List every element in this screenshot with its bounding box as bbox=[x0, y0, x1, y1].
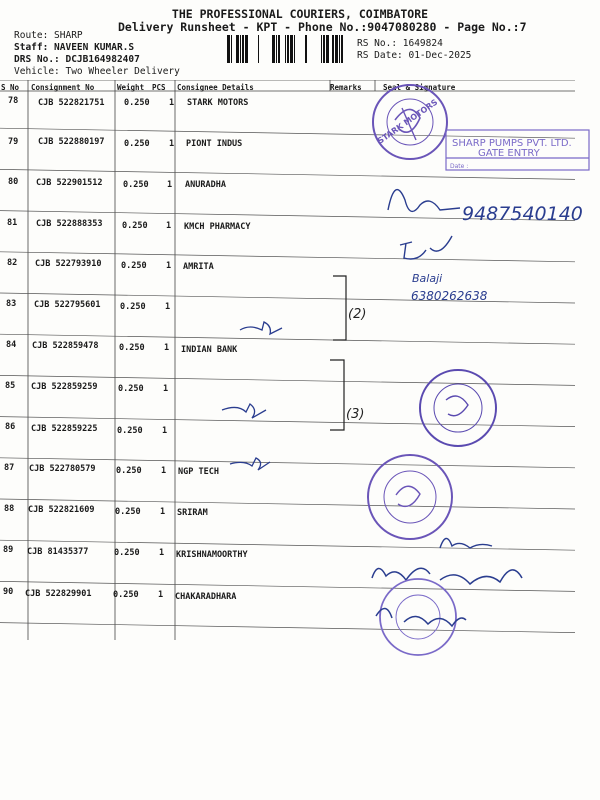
col-weight: Weight bbox=[117, 83, 145, 92]
row-weight: 0.250 bbox=[116, 466, 142, 476]
row-pcs: 1 bbox=[159, 548, 165, 558]
row-sno: 82 bbox=[7, 258, 18, 268]
row-weight: 0.250 bbox=[120, 302, 146, 312]
vehicle-label: Vehicle: Two Wheeler Delivery bbox=[14, 66, 180, 77]
barcode-icon bbox=[227, 35, 352, 63]
col-remarks: Remarks bbox=[330, 83, 362, 92]
row-consignee: KRISHNAMOORTHY bbox=[176, 550, 248, 560]
row-consignment: CJB 522795601 bbox=[34, 300, 101, 310]
row-sno: 87 bbox=[4, 463, 15, 473]
row-pcs: 1 bbox=[161, 466, 167, 476]
row-pcs: 1 bbox=[162, 426, 168, 436]
name-handwritten-2: Balaji bbox=[412, 272, 443, 285]
row-pcs: 1 bbox=[167, 180, 173, 190]
row-weight: 0.250 bbox=[117, 426, 143, 436]
row-consignee: ANURADHA bbox=[185, 180, 226, 190]
row-consignment: CJB 522821751 bbox=[38, 98, 105, 108]
drs-label: DRS No.: DCJB164982407 bbox=[14, 54, 140, 65]
row-weight: 0.250 bbox=[121, 261, 147, 271]
rs-number: RS No.: 1649824 bbox=[357, 38, 443, 49]
row-pcs: 1 bbox=[166, 261, 172, 271]
row-consignment: CJB 522859478 bbox=[32, 341, 99, 351]
row-weight: 0.250 bbox=[124, 139, 150, 149]
row-sno: 80 bbox=[8, 177, 19, 187]
stark-seal-text: STARK MOTORS bbox=[375, 97, 440, 146]
row-consignee: CHAKARADHARA bbox=[175, 592, 237, 602]
col-pcs: PCS bbox=[152, 83, 166, 92]
row-pcs: 1 bbox=[158, 590, 164, 600]
row-sno: 85 bbox=[5, 381, 16, 391]
row-sno: 78 bbox=[8, 96, 19, 106]
row-weight: 0.250 bbox=[114, 548, 140, 558]
col-sno: S No bbox=[1, 83, 20, 92]
phone-handwritten-1: 9487540140 bbox=[462, 203, 583, 225]
phone-handwritten-2: 6380262638 bbox=[411, 289, 488, 303]
row-weight: 0.250 bbox=[115, 507, 141, 517]
row-consignment: CJB 81435377 bbox=[27, 547, 89, 557]
row-consignee: AMRITA bbox=[183, 262, 214, 272]
row-pcs: 1 bbox=[164, 343, 170, 353]
row-sno: 90 bbox=[3, 587, 14, 597]
row-sno: 81 bbox=[7, 218, 18, 228]
row-pcs: 1 bbox=[165, 302, 171, 312]
row-consignee: INDIAN BANK bbox=[181, 345, 238, 355]
row-sno: 84 bbox=[6, 340, 17, 350]
sharp-stamp-title: SHARP PUMPS PVT. LTD. bbox=[452, 138, 572, 149]
row-consignment: CJB 522901512 bbox=[36, 178, 103, 188]
row-pcs: 1 bbox=[166, 221, 172, 231]
sharp-stamp-date: Date : bbox=[450, 163, 469, 170]
rs-date: RS Date: 01-Dec-2025 bbox=[357, 50, 472, 61]
row-sno: 79 bbox=[8, 137, 19, 147]
row-consignee: SRIRAM bbox=[177, 508, 208, 518]
col-seal-signature: Seal & Signature bbox=[383, 83, 456, 92]
row-consignment: CJB 522859259 bbox=[31, 382, 98, 392]
row-consignment: CJB 522880197 bbox=[38, 137, 105, 147]
row-consignee: STARK MOTORS bbox=[187, 98, 249, 108]
col-consignee: Consignee Details bbox=[177, 83, 254, 92]
sharp-stamp-entry: GATE ENTRY bbox=[478, 148, 540, 159]
row-consignment: CJB 522859225 bbox=[31, 424, 98, 434]
row-consignment: CJB 522821609 bbox=[28, 505, 95, 515]
row-consignment: CJB 522829901 bbox=[25, 589, 92, 599]
row-sno: 89 bbox=[3, 545, 14, 555]
row-consignee: KMCH PHARMACY bbox=[184, 222, 251, 232]
remark-mark-85: (3) bbox=[346, 407, 365, 422]
row-consignee: NGP TECH bbox=[178, 467, 219, 477]
row-weight: 0.250 bbox=[119, 343, 145, 353]
row-weight: 0.250 bbox=[122, 221, 148, 231]
col-consignment: Consignment No bbox=[31, 83, 95, 92]
row-sno: 83 bbox=[6, 299, 17, 309]
runsheet-subtitle: Delivery Runsheet - KPT - Phone No.:9047080280 - Page No.:7 bbox=[118, 20, 527, 34]
row-pcs: 1 bbox=[169, 98, 175, 108]
company-title: THE PROFESSIONAL COURIERS, COIMBATORE bbox=[171, 7, 429, 21]
row-pcs: 1 bbox=[160, 507, 166, 517]
row-weight: 0.250 bbox=[118, 384, 144, 394]
row-consignment: CJB 522888353 bbox=[36, 219, 103, 229]
remark-mark-83: (2) bbox=[348, 307, 367, 322]
row-consignment: CJB 522780579 bbox=[29, 464, 96, 474]
row-weight: 0.250 bbox=[113, 590, 139, 600]
route-label: Route: SHARP bbox=[14, 30, 83, 41]
row-consignment: CJB 522793910 bbox=[35, 259, 102, 269]
row-weight: 0.250 bbox=[124, 98, 150, 108]
row-sno: 88 bbox=[4, 504, 15, 514]
row-sno: 86 bbox=[5, 422, 16, 432]
row-pcs: 1 bbox=[163, 384, 169, 394]
row-consignee: PIONT INDUS bbox=[186, 139, 243, 149]
row-pcs: 1 bbox=[169, 139, 175, 149]
staff-label: Staff: NAVEEN KUMAR.S bbox=[14, 42, 135, 53]
row-weight: 0.250 bbox=[123, 180, 149, 190]
